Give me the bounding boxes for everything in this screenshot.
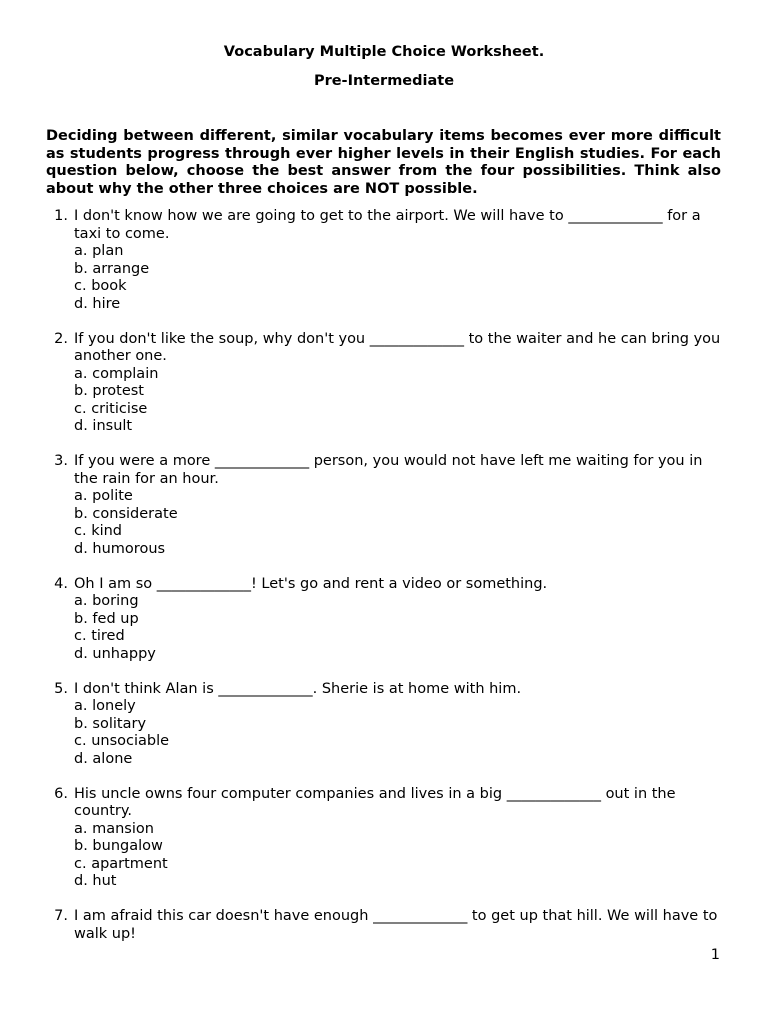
question-text: If you don't like the soup, why don't you _____________ to the waiter and he can bring you another one. xyxy=(74,330,721,364)
question-number: 1. xyxy=(54,208,68,224)
answer-option: c. book xyxy=(74,278,127,294)
answer-option: d. humorous xyxy=(74,540,166,557)
question-item xyxy=(46,786,721,891)
answer-option: d. hire xyxy=(74,295,121,312)
question-number: 5. xyxy=(54,680,68,697)
page-number: 1 xyxy=(710,947,720,963)
page-title: Vocabulary Multiple Choice Worksheet. xyxy=(223,44,545,60)
answer-options xyxy=(74,821,721,891)
answer-option: c. unsociable xyxy=(74,733,170,749)
answer-option: d. hut xyxy=(74,873,117,889)
answer-options xyxy=(74,488,721,558)
answer-option: d. unhappy xyxy=(74,645,156,662)
question-text: I don't think Alan is _____________. Sherie is at home with him. xyxy=(74,680,522,697)
answer-options xyxy=(74,593,721,663)
question-number: 3. xyxy=(54,453,68,469)
question-number: 7. xyxy=(54,908,68,924)
answer-option: a. plan xyxy=(74,243,124,259)
answer-option: c. criticise xyxy=(74,400,148,417)
answer-option: d. alone xyxy=(74,750,133,767)
question-item xyxy=(46,908,721,943)
question-text: Oh I am so _____________! Let's go and rent a video or something. xyxy=(74,575,548,592)
answer-option: c. kind xyxy=(74,523,123,539)
answer-options xyxy=(74,243,721,313)
instructions-paragraph: Deciding between different, similar vocabulary items becomes ever more difficult as students progress through ever higher levels in their English studies. For each question below, choose the best answer from the four possibilities. Think also about why the other three choices are NOT possible. xyxy=(46,128,721,197)
answer-option: c. tired xyxy=(74,628,125,644)
question-text: I am afraid this car doesn't have enough _____________ to get up that hill. We will have to walk up! xyxy=(74,908,718,942)
question-item xyxy=(46,453,721,558)
answer-option: b. arrange xyxy=(74,260,150,277)
answer-option: a. boring xyxy=(74,593,139,609)
question-list xyxy=(46,208,721,961)
question-number: 6. xyxy=(54,785,68,802)
question-text: If you were a more _____________ person, you would not have left me waiting for you in the rain for an hour. xyxy=(74,453,703,487)
answer-option: b. considerate xyxy=(74,505,178,522)
question-text: His uncle owns four computer companies and lives in a big _____________ out in the country. xyxy=(74,785,676,819)
answer-option: b. solitary xyxy=(74,715,147,732)
answer-option: a. mansion xyxy=(74,820,154,837)
answer-option: a. lonely xyxy=(74,698,136,714)
answer-option: d. insult xyxy=(74,418,133,434)
answer-options xyxy=(74,366,721,436)
answer-option: b. bungalow xyxy=(74,838,163,854)
answer-options xyxy=(74,698,721,768)
question-item xyxy=(46,208,721,313)
answer-option: b. protest xyxy=(74,383,144,399)
answer-option: c. apartment xyxy=(74,855,168,872)
answer-option: a. polite xyxy=(74,488,133,504)
answer-option: b. fed up xyxy=(74,610,139,627)
page-subtitle: Pre-Intermediate xyxy=(313,73,455,89)
question-item xyxy=(46,681,721,769)
answer-option: a. complain xyxy=(74,365,159,382)
question-item xyxy=(46,331,721,436)
question-item xyxy=(46,576,721,664)
question-number: 2. xyxy=(54,330,68,347)
question-number: 4. xyxy=(54,575,68,592)
question-text: I don't know how we are going to get to the airport. We will have to _____________ for a taxi to come. xyxy=(74,208,701,242)
